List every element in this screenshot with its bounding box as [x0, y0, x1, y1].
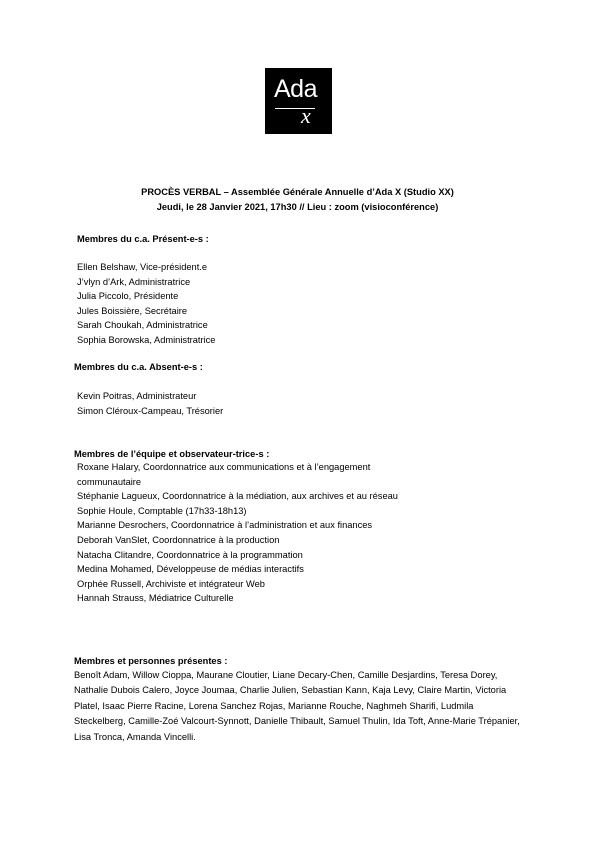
board-absent-list: [77, 389, 223, 418]
list-item: Ellen Belshaw, Vice-président.e: [77, 262, 208, 272]
staff-heading: Membres de l’équipe et observateur-trice-s :: [74, 449, 270, 459]
board-present-list: [77, 260, 215, 348]
list-item: J’vlyn d’Ark, Administratrice: [77, 276, 191, 287]
meeting-date-location: Jeudi, le 28 Janvier 2021, 17h30 // Lieu : zoom (visioconférence): [156, 202, 439, 212]
list-item: Marianne Desrochers, Coordonnatrice à l’administration et aux finances: [77, 520, 373, 531]
document-title: PROCÈS VERBAL – Assemblée Générale Annuelle d’Ada X (Studio XX): [141, 187, 454, 197]
staff-list: [77, 460, 407, 606]
list-item: Medina Mohamed, Développeuse de médias interactifs: [77, 564, 304, 575]
board-present-heading: Membres du c.a. Présent-e-s :: [77, 234, 209, 244]
list-item: Roxane Halary, Coordonnatrice aux communications et à l’engagement communautaire: [77, 462, 371, 487]
list-item: Kevin Poitras, Administrateur: [77, 391, 197, 401]
list-item: Stéphanie Lagueux, Coordonnatrice à la médiation, aux archives et au réseau: [77, 491, 398, 502]
list-item: Simon Cléroux-Campeau, Trésorier: [77, 405, 224, 416]
list-item: Orphée Russell, Archiviste et intégrateur Web: [77, 578, 265, 589]
list-item: Julia Piccolo, Présidente: [77, 291, 179, 302]
list-item: Jules Boissière, Secrétaire: [77, 305, 188, 316]
attendees-list: Benoît Adam, Willow Cioppa, Maurane Cloutier, Liane Decary-Chen, Camille Desjardins, Teresa Dorey, Nathalie Dubois Calero, Joyce Joumaa, Charlie Julien, Sebastian Kann, Kaja Levy, Claire Martin, Victoria Platel, Isaac Pierre Racine, Lorena Sanchez Rojas, Marianne Rouche, Naghmeh Sharifi, Ludmila Steckelberg, Camille-Zoé Valcourt-Synnott, Danielle Thibault, Samuel Thulin, Ida Toft, Anne-Marie Trépanier, Lisa Tronca, Amanda Vincelli.: [74, 670, 520, 742]
board-absent-heading: Membres du c.a. Absent-e-s :: [74, 362, 203, 372]
list-item: Sophie Houle, Comptable (17h33-18h13): [77, 505, 247, 516]
logo-text-top: Ada: [274, 75, 317, 103]
ada-x-logo: [265, 68, 332, 134]
logo-text-bottom: x: [301, 103, 311, 128]
attendees-heading: Membres et personnes présentes :: [74, 656, 228, 666]
list-item: Deborah VanSlet, Coordonnatrice à la production: [77, 534, 280, 545]
list-item: Hannah Strauss, Médiatrice Culturelle: [77, 593, 234, 604]
list-item: Natacha Clitandre, Coordonnatrice à la programmation: [77, 549, 303, 560]
list-item: Sarah Choukah, Administratrice: [77, 320, 208, 331]
list-item: Sophia Borowska, Administratrice: [77, 334, 216, 345]
